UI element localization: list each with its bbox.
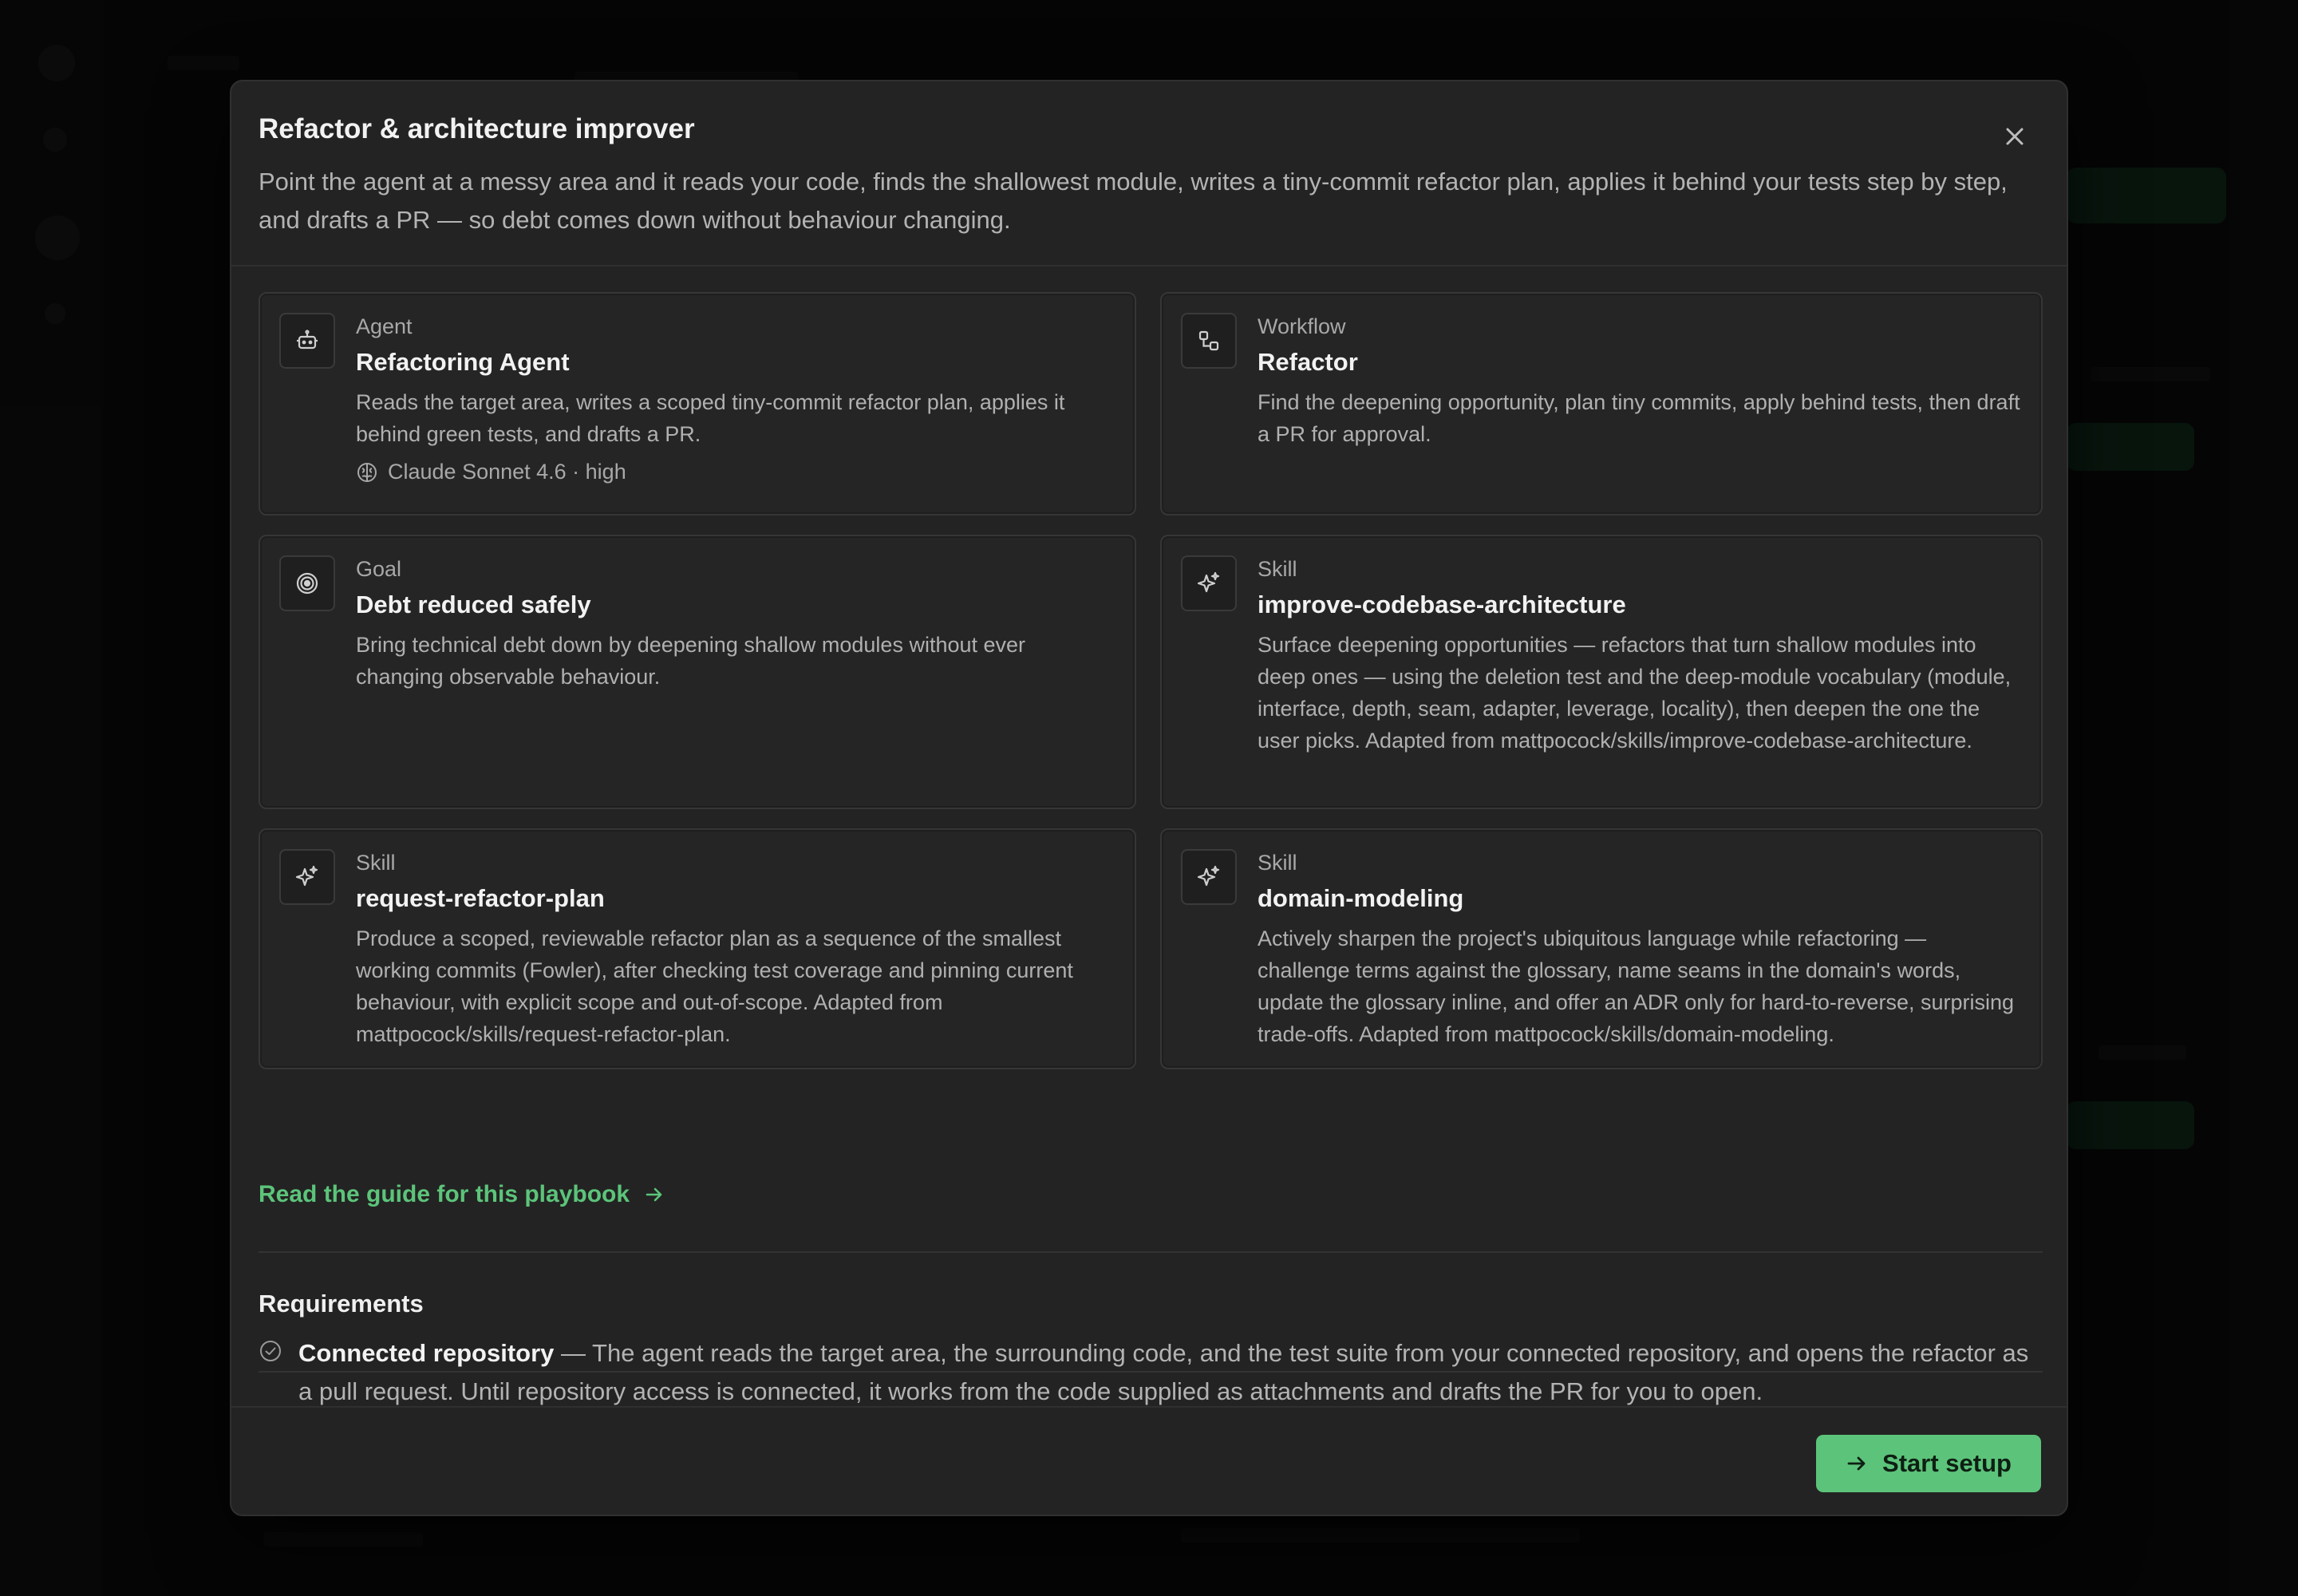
modal-footer xyxy=(231,1406,2067,1516)
card-description: Bring technical debt down by deepening shallow modules without ever changing observable behaviour. xyxy=(356,633,1026,689)
start-setup-label: Start setup xyxy=(1882,1449,2012,1477)
sparkle-icon xyxy=(1181,555,1237,611)
card-description: Produce a scoped, reviewable refactor plan as a sequence of the smallest working commits (Fowler), after checking test coverage and pinning current behaviour, with explicit scope and out-of-scope. Adapted from mattpocock/skills/request-refactor-plan. xyxy=(356,926,1073,1046)
card-kind: Skill xyxy=(356,851,396,875)
model-meta xyxy=(356,460,626,484)
brain-icon xyxy=(356,461,378,484)
card-kind: Goal xyxy=(356,557,402,581)
guide-link[interactable] xyxy=(259,1181,665,1208)
modal-description: Point the agent at a messy area and it reads your code, finds the shallowest module, writes a tiny-commit refactor plan, applies it behind your tests step by step, and drafts a PR — so debt comes down without behaviour changing. xyxy=(259,168,2008,234)
requirement-item xyxy=(259,1334,2046,1411)
target-icon xyxy=(279,555,335,611)
divider xyxy=(259,1251,2043,1253)
card-kind: Workflow xyxy=(1258,314,1346,338)
guide-link-label: Read the guide for this playbook xyxy=(259,1181,630,1207)
sparkle-icon xyxy=(279,849,335,905)
card-description: Reads the target area, writes a scoped tiny-commit refactor plan, applies it behind green tests, and drafts a PR. xyxy=(356,390,1065,446)
close-icon xyxy=(2004,126,2025,147)
card-description: Actively sharpen the project's ubiquitous language while refactoring — challenge terms against the glossary, name seams in the domain's words, update the glossary inline, and offer an ADR only for hard-to-reverse, surprising trade-offs. Adapted from mattpocock/skills/domain-modeling. xyxy=(1258,926,2015,1046)
card-name: domain-modeling xyxy=(1258,884,1464,912)
card-name: improve-codebase-architecture xyxy=(1258,591,1626,618)
arrow-right-icon xyxy=(1846,1452,1868,1475)
check-circle-icon xyxy=(259,1339,282,1363)
requirement-name: Connected repository xyxy=(298,1339,555,1367)
card-workflow[interactable] xyxy=(1160,292,2043,516)
card-name: Refactor xyxy=(1258,348,1358,376)
sparkle-icon xyxy=(1181,849,1237,905)
modal-header xyxy=(231,81,2067,267)
card-kind: Agent xyxy=(356,314,413,338)
requirement-description: — The agent reads the target area, the surrounding code, and the test suite from your connected repository, and opens the refactor as a pull request. Until repository access is connected, it works from the code supplied as attachments and drafts the PR for you to open. xyxy=(298,1339,2029,1405)
requirements-title: Requirements xyxy=(259,1290,424,1317)
card-kind: Skill xyxy=(1258,851,1297,875)
card-name: Refactoring Agent xyxy=(356,348,570,376)
card-description: Find the deepening opportunity, plan tiny commits, apply behind tests, then draft a PR for approval. xyxy=(1258,390,2020,446)
card-description: Surface deepening opportunities — refactors that turn shallow modules into deep ones — using the deletion test and the deep-module vocabulary (module, interface, depth, seam, adapter, leverage, locality), then deepen the one the user picks. Adapted from mattpocock/skills/improve-codebase-architecture. xyxy=(1258,633,2012,753)
card-goal[interactable] xyxy=(259,535,1136,809)
card-skill-request-refactor-plan[interactable] xyxy=(259,828,1136,1069)
workflow-icon xyxy=(1181,313,1237,369)
start-setup-button[interactable] xyxy=(1816,1435,2041,1492)
card-skill-improve-codebase-architecture[interactable] xyxy=(1160,535,2043,809)
card-skill-domain-modeling[interactable] xyxy=(1160,828,2043,1069)
playbook-modal xyxy=(230,80,2068,1516)
requirement-text xyxy=(298,1334,2046,1411)
card-kind: Skill xyxy=(1258,557,1297,581)
card-agent[interactable] xyxy=(259,292,1136,516)
arrow-right-icon xyxy=(644,1184,665,1205)
robot-icon xyxy=(279,313,335,369)
divider xyxy=(259,1371,2043,1373)
card-name: request-refactor-plan xyxy=(356,884,605,912)
model-label: Claude Sonnet 4.6 · high xyxy=(388,460,626,484)
card-name: Debt reduced safely xyxy=(356,591,591,618)
modal-title: Refactor & architecture improver xyxy=(259,113,695,144)
close-button[interactable] xyxy=(1996,118,2033,155)
